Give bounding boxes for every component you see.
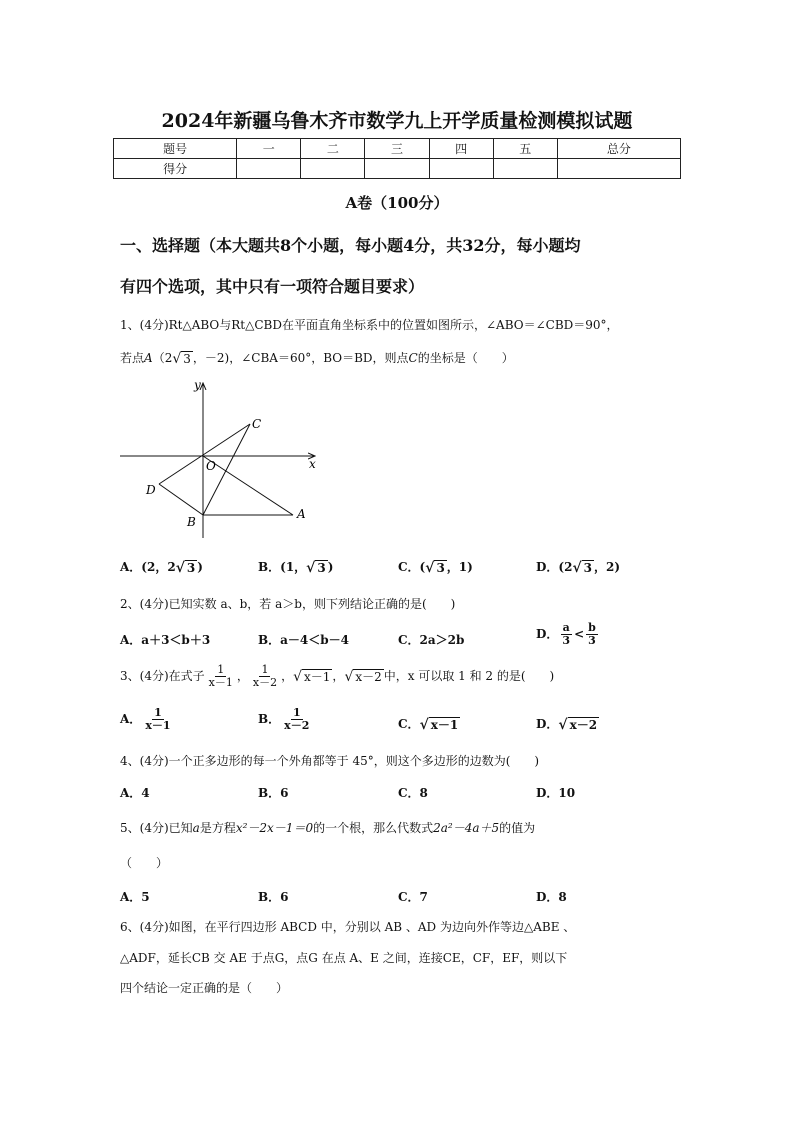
sqrt-symbol: √ 3 (572, 559, 592, 576)
q5-var: a (192, 821, 200, 835)
sqrt-symbol: √ 3 (306, 559, 326, 576)
score-cell[interactable] (557, 159, 680, 179)
q1-text: ，－2)， (192, 351, 242, 365)
score-header-cell: 一 (237, 139, 301, 159)
score-header-cell: 五 (493, 139, 557, 159)
q5-option-d[interactable]: D．8 (536, 890, 567, 904)
q3-stem-line: 3、(4分)在式子 $\frac{1}{x-1}$ ， $\frac{1}{x-2}$ ，√ x－1 ，√ x－2 中，x 可以取 1 和 2 的是( ) (120, 663, 555, 690)
q4-stem: 一个正多边形的每一个外角都等于 45°，则这个多边形的边数为( ) (168, 754, 540, 768)
fraction: $\frac{1}{x-1}$ (208, 663, 233, 690)
q5-stem-line (120, 819, 535, 836)
q5-equation: x²－2x－1＝0 (235, 821, 314, 835)
q1-text: ∠CBA＝60°，BO＝BD，则点 (241, 351, 409, 365)
score-cell[interactable] (301, 159, 365, 179)
score-header-cell: 题号 (114, 139, 237, 159)
q1-number: 1、(4分) (120, 318, 169, 332)
q4-number: 4、(4分) (120, 754, 169, 768)
q1-option-a[interactable]: A．(2，2√ 3 ) (120, 559, 203, 576)
score-cell[interactable] (237, 159, 301, 179)
q2-stem: 已知实数 a、b，若 a＞b，则下列结论正确的是( ) (168, 597, 456, 611)
q1-point-a: A (144, 351, 153, 365)
q2-stem-line (120, 595, 455, 612)
label-o: O (206, 459, 216, 473)
q4-option-d[interactable]: D．10 (536, 786, 576, 800)
score-row-label: 得分 (114, 159, 237, 179)
q5-text: 是方程 (199, 821, 236, 835)
q6-number: 6、(4分) (120, 920, 169, 934)
q2-option-b[interactable]: B．a－4＜b－4 (258, 633, 350, 647)
score-cell[interactable] (365, 159, 429, 179)
q6-stem-line2: △ADF，延长CB 交 AE 于点G，点G 在点 A、E 之间，连接CE，CF，EF，则以下 (120, 951, 568, 965)
segment-db (159, 484, 203, 515)
fraction: $\frac{b}{3}$ (588, 621, 596, 648)
q1-text: （2 (152, 351, 173, 365)
q5-option-a[interactable]: A．5 (120, 890, 150, 904)
q2-option-d[interactable]: D． $\frac{a}{3}$ < $\frac{b}{3}$ (536, 621, 596, 648)
fraction: $\frac{1}{x-2}$ (252, 663, 278, 690)
q3-option-d[interactable]: D．√ x－2 (536, 717, 598, 733)
q4-stem-line (120, 752, 539, 769)
segment-oa (203, 456, 293, 515)
score-header-cell: 四 (429, 139, 493, 159)
q3-text: 在式子 (168, 669, 205, 684)
sqrt-symbol: √ x－1 (419, 717, 459, 733)
q5-option-b[interactable]: B．6 (258, 890, 289, 904)
q5-expression: 2a²－4a＋5 (433, 821, 500, 835)
score-header-cell: 总分 (557, 139, 680, 159)
fraction: $\frac{1}{x-2}$ (284, 706, 310, 733)
q4-option-c[interactable]: C．8 (398, 786, 428, 800)
label-a: A (297, 507, 306, 521)
part1-heading-line2: 有四个选项，其中只有一项符合题目要求） (120, 277, 425, 296)
q2-option-c[interactable]: C．2a＞2b (398, 633, 465, 647)
q6-line1 (120, 918, 575, 935)
q2-number: 2、(4分) (120, 597, 169, 611)
score-table-score-row (114, 159, 681, 179)
q1-line1 (120, 316, 619, 333)
q4-option-a[interactable]: A．4 (120, 786, 150, 800)
fraction: $\frac{1}{x-1}$ (145, 706, 171, 733)
fraction: $\frac{a}{3}$ (562, 621, 571, 648)
q5-blank: （ ） (120, 856, 169, 870)
segment-dc (159, 424, 250, 484)
q3-text: 中，x 可以取 1 和 2 的是( ) (383, 669, 555, 684)
q1-line2 (120, 349, 514, 367)
score-cell[interactable] (493, 159, 557, 179)
score-header-cell: 二 (301, 139, 365, 159)
q5-text: 的一个根，那么代数式 (313, 821, 434, 835)
sqrt-symbol: √ 3 (172, 350, 191, 367)
sqrt-symbol: √ 3 (425, 559, 445, 576)
q1-point-c: C (408, 351, 418, 365)
q3-option-a[interactable]: A． $\frac{1}{x-1}$ (120, 706, 171, 733)
q5-text: 的值为 (499, 821, 536, 835)
q1-text: 的坐标是（ ） (417, 351, 514, 365)
q6-stem-line3: 四个结论一定正确的是（ ） (120, 981, 289, 995)
q1-option-c[interactable]: C．(√ 3 ，1) (398, 559, 473, 576)
q2-option-a[interactable]: A．a＋3＜b＋3 (120, 633, 211, 647)
q1-option-d[interactable]: D．(2√ 3 ，2) (536, 559, 621, 576)
q3-option-c[interactable]: C．√ x－1 (398, 717, 459, 733)
q6-stem-line1: 如图，在平行四边形 ABCD 中，分别以 AB 、AD 为边向外作等边△ABE 、 (168, 920, 576, 934)
sqrt-symbol: √ 3 (175, 559, 196, 576)
q5-number: 5、(4分) (120, 821, 169, 835)
section-a-title: A卷（100分） (345, 194, 449, 212)
label-b: B (187, 515, 196, 529)
q4-option-b[interactable]: B．6 (258, 786, 289, 800)
q5-option-c[interactable]: C．7 (398, 890, 428, 904)
exam-title: 2024年新疆乌鲁木齐市数学九上开学质量检测模拟试题 (161, 110, 633, 132)
score-cell[interactable] (429, 159, 493, 179)
part1-heading-line1: 一、选择题（本大题共8个小题，每小题4分，共32分，每小题均 (120, 236, 581, 255)
q3-number: 3、(4分) (120, 669, 169, 684)
score-table (113, 138, 681, 179)
score-table-header-row (114, 139, 681, 159)
q1-stem-line1: Rt△ABO与Rt△CBD在平面直角坐标系中的位置如图所示，∠ABO＝∠CBD＝90°， (168, 318, 619, 332)
label-x: x (309, 457, 316, 471)
label-y: y (194, 378, 201, 392)
q3-option-b[interactable]: B． $\frac{1}{x-2}$ (258, 706, 310, 733)
q1-option-b[interactable]: B．(1，√ 3 ) (258, 559, 334, 576)
sqrt-symbol: √ x－2 (558, 717, 598, 733)
sqrt-symbol: √ x－2 (344, 669, 382, 686)
label-d: D (146, 483, 156, 497)
score-header-cell: 三 (365, 139, 429, 159)
q1-figure (115, 378, 330, 543)
sqrt-symbol: √ x－1 (293, 669, 331, 686)
label-c: C (252, 417, 262, 431)
q1-text: 若点 (120, 351, 145, 365)
q5-text: 已知 (168, 821, 193, 835)
